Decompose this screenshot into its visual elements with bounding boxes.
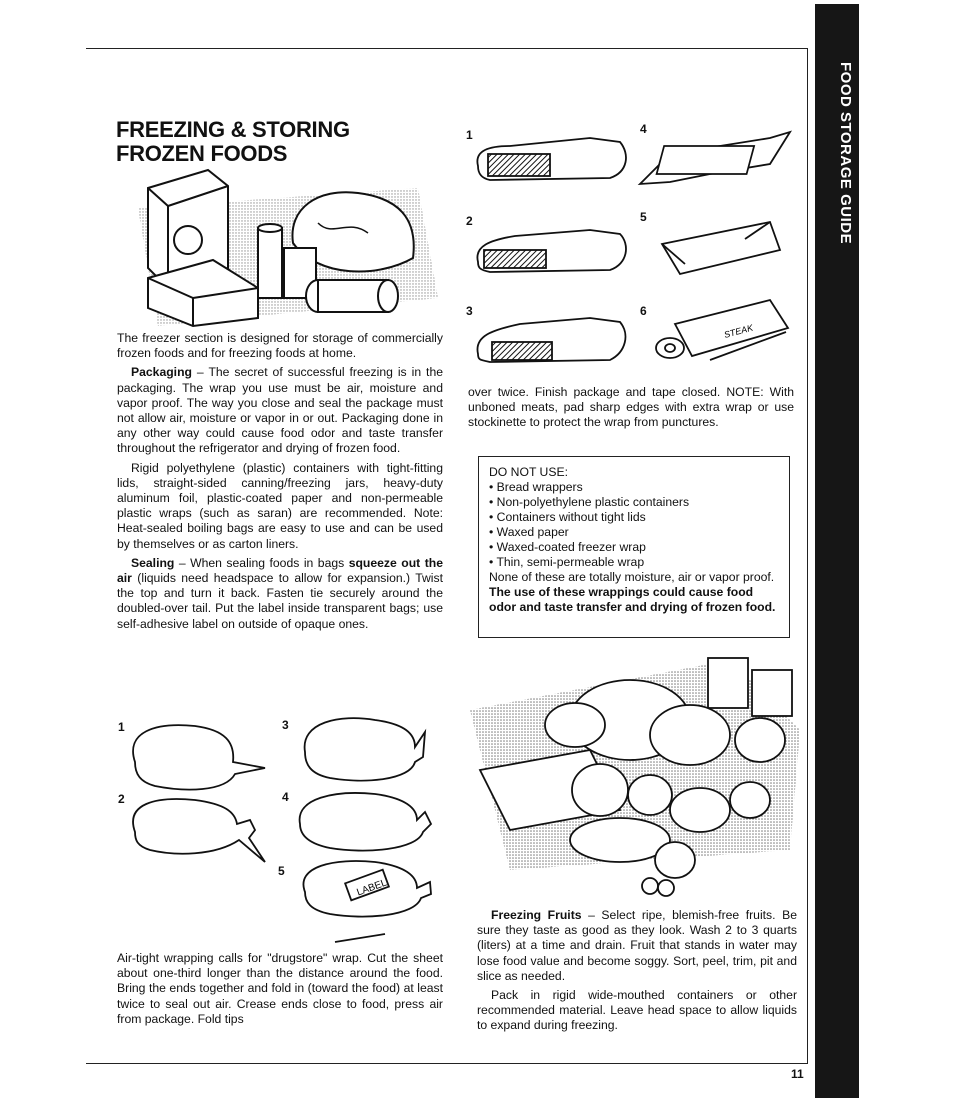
freezer-packages-illustration: [118, 148, 438, 326]
bag-figure-number-5: 5: [278, 864, 285, 878]
wrap-figure-number-6: 6: [640, 304, 647, 318]
do-not-use-note-text: None of these are totally moisture, air or vapor proof.: [489, 570, 775, 584]
packaging-paragraph: [117, 365, 443, 456]
bag-sealing-steps-illustration: [125, 712, 445, 948]
list-item: • Containers without tight lids: [489, 510, 783, 525]
page-title: FREEZING & STORING FROZEN FOODS: [116, 117, 350, 166]
do-not-use-note: [489, 570, 783, 615]
bag-figure-label-text: LABEL: [355, 877, 389, 899]
bottom-rule: [86, 1063, 808, 1064]
top-rule: [86, 48, 808, 49]
drugstore-wrap-paragraph: Air-tight wrapping calls for "drugstore" wrap. Cut the sheet about one-third longer than the distance around the food. Bring the ends together and fold in (toward the food) at least twice to seal out air. Crease ends close to food, press air from package. Fold tips: [117, 951, 443, 1026]
list-item: • Waxed paper: [489, 525, 783, 540]
packaging-text: – The secret of successful freezing is in the packaging. The wrap you use must be air, moisture and vapor proof. The way you close and seal the package must not allow air, moisture or vapor in or out. Packaging done in any other way could cause food odor and taste transfer throughout the refrigerator and drying of frozen food.: [117, 365, 443, 456]
fruits-paragraph: [477, 908, 797, 984]
fruits-body: – Select ripe, blemish-free fruits. Be sure they taste as good as they look. Wash 2 to 3 quarts (liters) at a time and drain. Fruit that stands in water may lose food value and become soggy. Sort, peel, trim, pit and slice as needed.: [477, 908, 797, 983]
bag-figure-number-4: 4: [282, 790, 289, 804]
sealing-bold: squeeze out the air: [117, 555, 443, 586]
do-not-use-warning: The use of these wrappings could cause food odor and taste transfer and drying of frozen food.: [489, 585, 776, 614]
do-not-use-list: [489, 480, 783, 570]
side-tab-label: FOOD STORAGE GUIDE: [837, 62, 854, 245]
left-column-text: [117, 331, 443, 636]
intro-paragraph: The freezer section is designed for storage of commercially frozen foods and for freezing foods at home.: [117, 331, 443, 361]
fruits-term: Freezing Fruits: [491, 908, 582, 922]
sealing-text-1: – When sealing foods in bags: [174, 555, 349, 570]
list-item: • Waxed-coated freezer wrap: [489, 540, 783, 555]
wrap-figure-number-2: 2: [466, 214, 473, 228]
wrap-figure-number-3: 3: [466, 304, 473, 318]
drugstore-wrap-steps-illustration: [470, 124, 800, 380]
wrap-figure-tape-label-text: STEAK: [722, 322, 755, 340]
list-item: • Bread wrappers: [489, 480, 783, 495]
bag-figure-number-2: 2: [118, 792, 125, 806]
wrap-figure-number-5: 5: [640, 210, 647, 224]
bag-figure-number-3: 3: [282, 718, 289, 732]
fruits-paragraph-2: Pack in rigid wide-mouthed containers or other recommended material. Leave head space to allow liquids to expand during freezing.: [477, 988, 797, 1033]
wrap-figure-number-4: 4: [640, 122, 647, 136]
fruits-text: [477, 908, 797, 1038]
sealing-term: Sealing: [131, 555, 175, 570]
wrap-continued-paragraph: over twice. Finish package and tape closed. NOTE: With unboned meats, pad sharp edges with extra wrap or use stockinette to protect the wrap from punctures.: [468, 385, 794, 430]
list-item: • Non-polyethylene plastic containers: [489, 495, 783, 510]
wrap-figure-number-1: 1: [466, 128, 473, 142]
sealing-text-2: (liquids need headspace to allow for expansion.) Twist the top and turn it back. Fasten tie securely around the doubled-over tail. Put the label inside transparent bags; use self-adhesive label on outside of opaque ones.: [117, 571, 443, 631]
containers-paragraph: Rigid polyethylene (plastic) containers with tight-fitting lids, straight-sided canning/freezing jars, heavy-duty aluminum foil, plastic-coated paper and non-permeable plastic wraps (such as saran) are recommended. Note: Heat-sealed boiling bags are easy to use and can be used by themselves or as carton liners.: [117, 460, 443, 551]
fruits-illustration: [470, 650, 800, 898]
packaging-term: Packaging: [131, 365, 192, 380]
sealing-paragraph: [117, 556, 443, 632]
do-not-use-box: [478, 456, 790, 638]
bag-figure-number-1: 1: [118, 720, 125, 734]
do-not-use-heading: DO NOT USE:: [489, 465, 569, 479]
list-item: • Thin, semi-permeable wrap: [489, 555, 783, 570]
page-number: 11: [791, 1067, 804, 1081]
right-rule: [807, 48, 808, 1064]
